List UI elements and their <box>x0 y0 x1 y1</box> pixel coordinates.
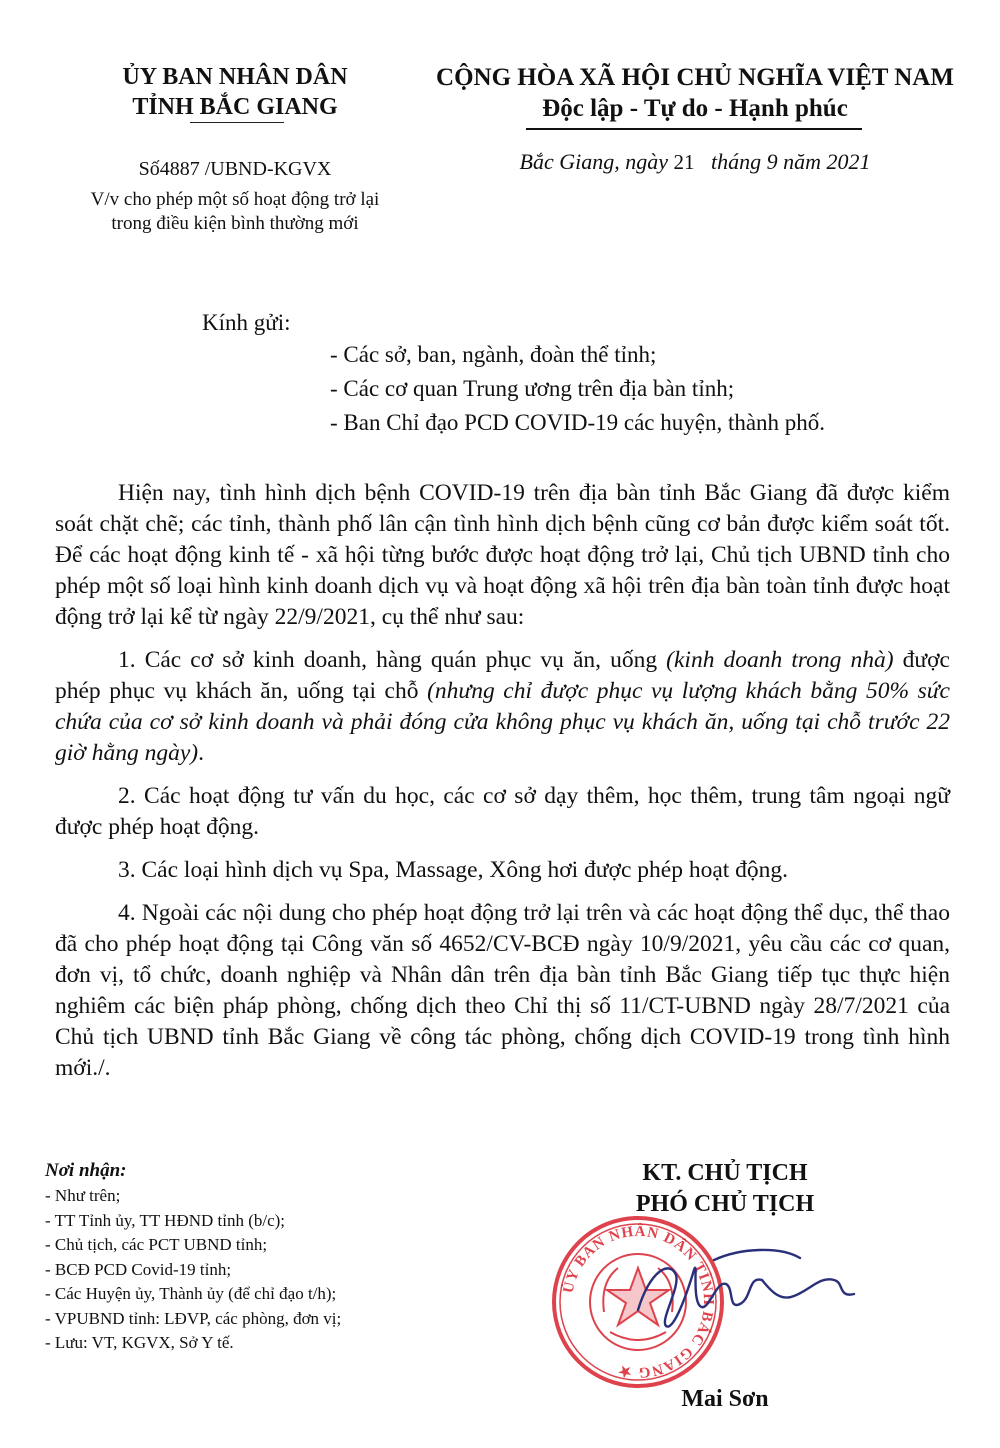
distribution-item: - Chủ tịch, các PCT UBND tỉnh; <box>45 1235 268 1254</box>
issuer-underline <box>190 122 284 123</box>
place-date <box>410 149 980 175</box>
issuer-line1: ỦY BAN NHÂN DÂN <box>122 64 348 90</box>
item-2-paragraph: 2. Các hoạt động tư vấn du học, các cơ sở dạy thêm, học thêm, trung tâm ngoại ngữ được phép hoạt động. <box>55 783 950 840</box>
doc-number-value: 4887 <box>159 158 200 180</box>
intro-paragraph: Hiện nay, tình hình dịch bệnh COVID-19 trên địa bàn tỉnh Bắc Giang đã được kiểm soát chặt chẽ; các tỉnh, thành phố lân cận tình hình dịch bệnh cũng cơ bản được kiểm soát tốt. Để các hoạt động kinh tế - xã hội từng bước được hoạt động trở lại, Chủ tịch UBND tỉnh cho phép một số loại hình kinh doanh dịch vụ và hoạt động xã hội trên địa bàn toàn tỉnh được hoạt động trở lại kể từ ngày 22/9/2021, cụ thể như sau: <box>55 480 950 630</box>
doc-number-suffix: /UBND-KGVX <box>199 158 332 180</box>
motto: Độc lập - Tự do - Hạnh phúc <box>542 95 848 122</box>
item-1-paragraph <box>55 645 950 769</box>
signature-block <box>560 1158 890 1220</box>
subject <box>40 188 430 236</box>
item-4-paragraph: 4. Ngoài các nội dung cho phép hoạt động trở lại trên và các hoạt động thể dục, thể thao đã cho phép hoạt động tại Công văn số 4652/CV-BCĐ ngày 10/9/2021, yêu cầu các cơ quan, đơn vị, tổ chức, doanh nghiệp và Nhân dân trên địa bàn tỉnh Bắc Giang tiếp tục thực hiện nghiêm các biện pháp phòng, chống dịch theo Chỉ thị số 11/CT-UBND ngày 28/7/2021 của Chủ tịch UBND tỉnh Bắc Giang về công tác phòng, chống dịch COVID-19 trong tình hình mới./. <box>55 900 950 1081</box>
recipient-item: - Ban Chỉ đạo PCD COVID-19 các huyện, thành phố. <box>330 410 826 435</box>
item1-text-a: 1. Các cơ sở kinh doanh, hàng quán phục vụ ăn, uống <box>118 647 667 673</box>
svg-text:ỦY BAN NHÂN DÂN TỈNH BẮC GIANG: ỦY BAN NHÂN DÂN TỈNH BẮC GIANG ★ <box>560 1223 717 1381</box>
distribution-list <box>45 1158 465 1356</box>
doc-number-prefix: Số <box>138 158 160 180</box>
document-body <box>55 478 950 1096</box>
handwritten-signature-icon <box>630 1240 860 1350</box>
recipients-list <box>330 338 970 440</box>
recipient-item: - Các sở, ban, ngành, đoàn thể tỉnh; <box>330 342 657 367</box>
item1-text-b: (kinh doanh trong nhà) <box>666 647 894 673</box>
national-heading <box>410 62 980 124</box>
signer-position2: PHÓ CHỦ TỊCH <box>635 1191 815 1217</box>
distribution-item: - TT Tỉnh ủy, TT HĐND tỉnh (b/c); <box>45 1210 286 1230</box>
subject-line1: V/v cho phép một số hoạt động trở lại <box>90 189 380 210</box>
distribution-item: - BCĐ PCD Covid-19 tỉnh; <box>45 1259 232 1279</box>
date-day: 21 <box>673 150 695 174</box>
item1-text-c: được phép phục vụ khách ăn, uống tại chỗ <box>55 647 950 704</box>
subject-line2: trong điều kiện bình thường mới <box>111 213 359 234</box>
distribution-title: Nơi nhận: <box>45 1160 127 1181</box>
item1-text-d: (nhưng chỉ được phục vụ lượng khách bằng 50% sức chứa của cơ sở kinh doanh và phải đóng cửa không phục vụ khách ăn, uống tại chỗ trước 22 giờ hằng ngày) <box>55 678 950 766</box>
date-suffix: tháng 9 năm 2021 <box>710 149 871 174</box>
item-3-paragraph: 3. Các loại hình dịch vụ Spa, Massage, Xông hơi được phép hoạt động. <box>118 857 789 883</box>
signer-position1: KT. CHỦ TỊCH <box>642 1160 808 1186</box>
item1-text-e: . <box>198 740 204 766</box>
distribution-item: - Lưu: VT, KGVX, Sở Y tế. <box>45 1333 234 1352</box>
signer-name: Mai Sơn <box>681 1386 769 1412</box>
distribution-item: - Như trên; <box>45 1186 121 1205</box>
nation-title: CỘNG HÒA XÃ HỘI CHỦ NGHĨA VIỆT NAM <box>436 64 954 91</box>
motto-underline <box>526 128 862 130</box>
distribution-item: - Các Huyện ủy, Thành ủy (để chỉ đạo t/h); <box>45 1284 337 1303</box>
date-prefix: Bắc Giang, ngày <box>519 149 668 174</box>
recipient-item: - Các cơ quan Trung ương trên địa bàn tỉnh; <box>330 376 735 401</box>
document-number <box>40 158 430 181</box>
distribution-item: - VPUBND tỉnh: LĐVP, các phòng, đơn vị; <box>45 1308 342 1328</box>
issuer-line2: TỈNH BẮC GIANG <box>132 94 338 120</box>
issuer-block <box>40 62 430 122</box>
recipients-label: Kính gửi: <box>202 310 291 335</box>
